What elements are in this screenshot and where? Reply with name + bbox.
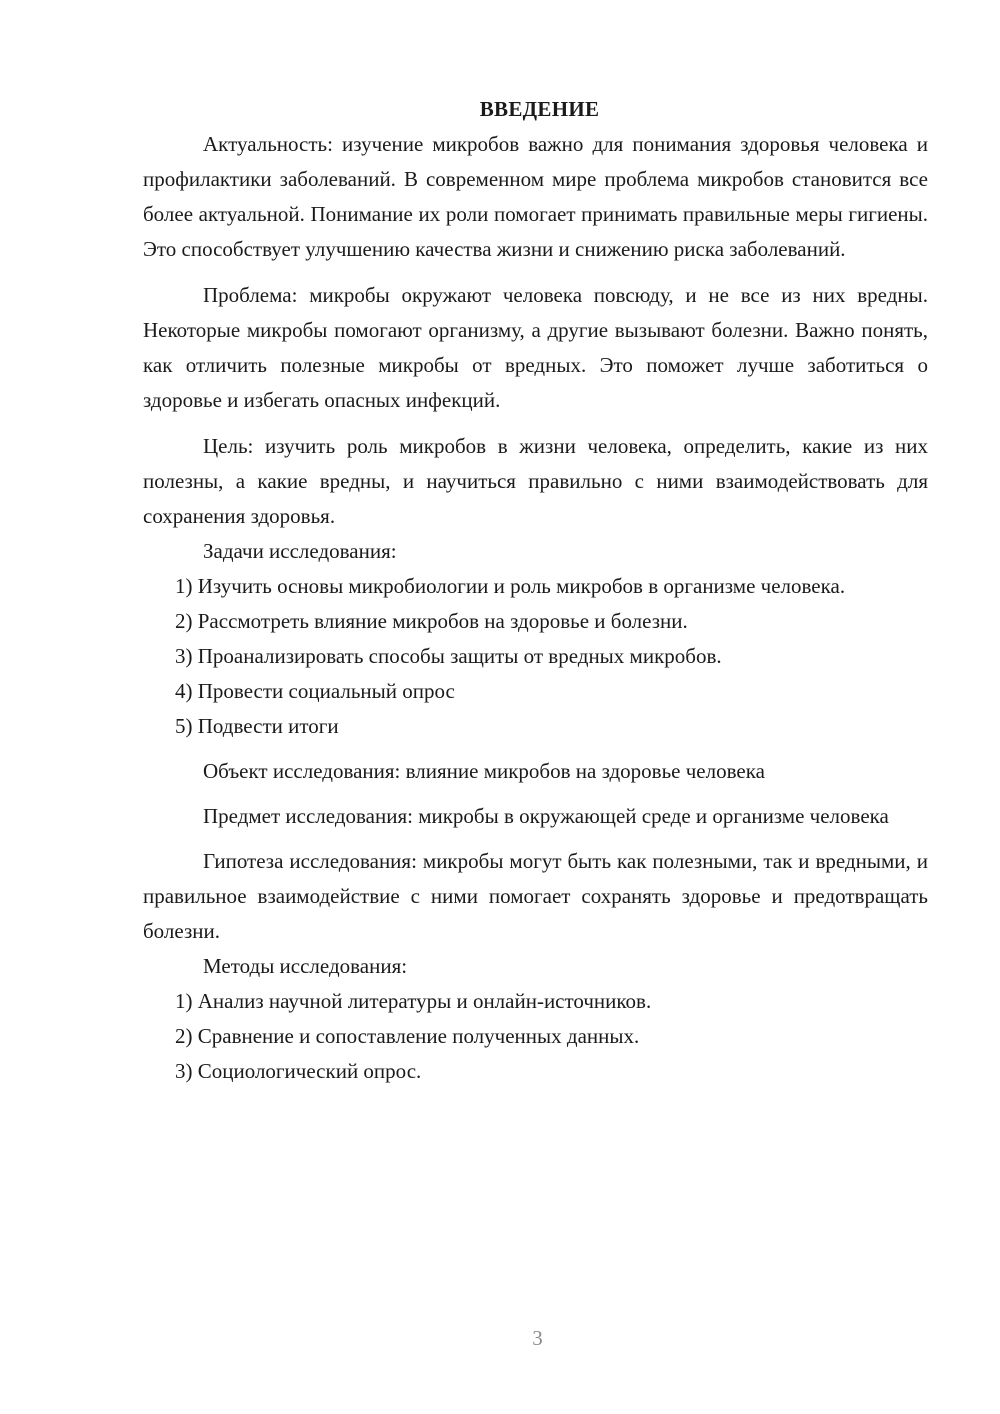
task-item: 5) Подвести итоги: [175, 714, 339, 738]
methods-label: Методы исследования:: [203, 954, 408, 978]
method-item: 2) Сравнение и сопоставление полученных данных.: [175, 1024, 640, 1048]
section-title: ВВЕДЕНИЕ: [479, 97, 600, 121]
method-item: 3) Социологический опрос.: [175, 1059, 422, 1083]
methods-list: [143, 984, 928, 1089]
subject-paragraph: Предмет исследования: микробы в окружающей среде и организме человека: [203, 804, 889, 828]
problem-paragraph: Проблема: микробы окружают человека повсюду, и не все из них вредны. Некоторые микробы помогают организму, а другие вызывают болезни. Важно понять, как отличить полезные микробы от вредных. Это поможет лучше заботиться о здоровье и избегать опасных инфекций.: [143, 283, 928, 412]
document-page: [143, 92, 928, 1089]
task-item: 4) Провести социальный опрос: [175, 679, 455, 703]
goal-paragraph: Цель: изучить роль микробов в жизни человека, определить, какие из них полезны, а какие вредны, и научиться правильно с ними взаимодействовать для сохранения здоровья.: [143, 434, 928, 528]
tasks-list: [143, 569, 928, 744]
task-item: 3) Проанализировать способы защиты от вредных микробов.: [175, 644, 722, 668]
hypothesis-paragraph: Гипотеза исследования: микробы могут быть как полезными, так и вредными, и правильное взаимодействие с ними помогает сохранять здоровье и предотвращать болезни.: [143, 849, 928, 943]
relevance-paragraph: Актуальность: изучение микробов важно для понимания здоровья человека и профилактики заболеваний. В современном мире проблема микробов становится все более актуальной. Понимание их роли помогает принимать правильные меры гигиены. Это способствует улучшению качества жизни и снижению риска заболеваний.: [143, 132, 928, 261]
method-item: 1) Анализ научной литературы и онлайн-источников.: [175, 989, 652, 1013]
task-item: 2) Рассмотреть влияние микробов на здоровье и болезни.: [175, 609, 688, 633]
task-item: 1) Изучить основы микробиологии и роль микробов в организме человека.: [175, 574, 846, 598]
tasks-label: Задачи исследования:: [203, 539, 397, 563]
object-paragraph: Объект исследования: влияние микробов на здоровье человека: [203, 759, 765, 783]
page-number: 3: [532, 1326, 543, 1350]
